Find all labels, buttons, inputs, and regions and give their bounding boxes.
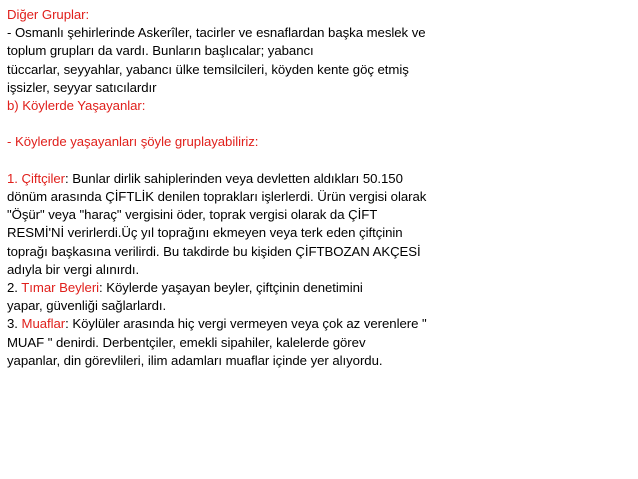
- item-1-line: adıyla bir vergi alınırdı.: [7, 261, 140, 277]
- item-2-term: Tımar Beyleri: [21, 280, 100, 296]
- item-timar-beyleri-first-line: [7, 279, 638, 297]
- diger-line-4: işsizler, seyyar satıcılardır: [7, 79, 157, 95]
- item-3-line: yapanlar, din görevlileri, ilim adamları muaflar içinde yer alıyordu.: [7, 352, 383, 368]
- diger-line-3: tüccarlar, seyyahlar, yabancı ülke temsilcileri, köyden kente göç etmiş: [7, 61, 409, 77]
- diger-line-1: - Osmanlı şehirlerinde Askerîler, tacirler ve esnaflardan başka meslek ve: [7, 25, 426, 41]
- item-ciftciler-first-line: [7, 170, 638, 188]
- item-1-text: : Bunlar dirlik sahiplerinden veya devletten aldıkları 50.150: [65, 170, 403, 186]
- item-3-line: MUAF " denirdi. Derbentçiler, emekli sipahiler, kalelerde görev: [7, 334, 366, 350]
- item-3-term: Muaflar: [21, 316, 66, 332]
- item-2-number: 2.: [7, 280, 22, 296]
- diger-line-2: toplum grupları da vardı. Bunların başlıcalar; yabancı: [7, 43, 314, 59]
- item-1-line: "Öşür" veya "haraç" vergisini öder, toprak vergisi olarak da ÇİFT: [7, 207, 378, 223]
- item-2-line: yapar, güvenliği sağlarlardı.: [7, 298, 167, 314]
- item-3-number: 3.: [7, 316, 22, 332]
- item-1-line: dönüm arasında ÇİFTLİK denilen toprakları işlerlerdi. Ürün vergisi olarak: [7, 189, 427, 204]
- item-1-line: toprağı başkasına verilirdi. Bu takdirde bu kişiden ÇİFTBOZAN AKÇESİ: [7, 243, 421, 259]
- item-muaflar-first-line: [7, 315, 638, 333]
- spacer: [7, 152, 638, 170]
- item-1-term: Çiftçiler: [21, 170, 66, 186]
- spacer: [7, 115, 638, 133]
- item-3-text: : Köylüler arasında hiç vergi vermeyen veya çok az verenlere ": [65, 316, 427, 332]
- koylerde-intro: - Köylerde yaşayanları şöyle gruplayabiliriz:: [7, 134, 259, 150]
- item-2-text: : Köylerde yaşayan beyler, çiftçinin denetimini: [99, 280, 363, 296]
- item-1-number: 1.: [7, 170, 22, 186]
- diger-gruplar-heading: Diğer Gruplar:: [7, 7, 90, 22]
- koylerde-yasayanlar-heading: b) Köylerde Yaşayanlar:: [7, 98, 146, 114]
- item-1-line: RESMİ'Nİ verirlerdi.Üç yıl toprağını ekmeyen veya terk eden çiftçinin: [7, 225, 403, 241]
